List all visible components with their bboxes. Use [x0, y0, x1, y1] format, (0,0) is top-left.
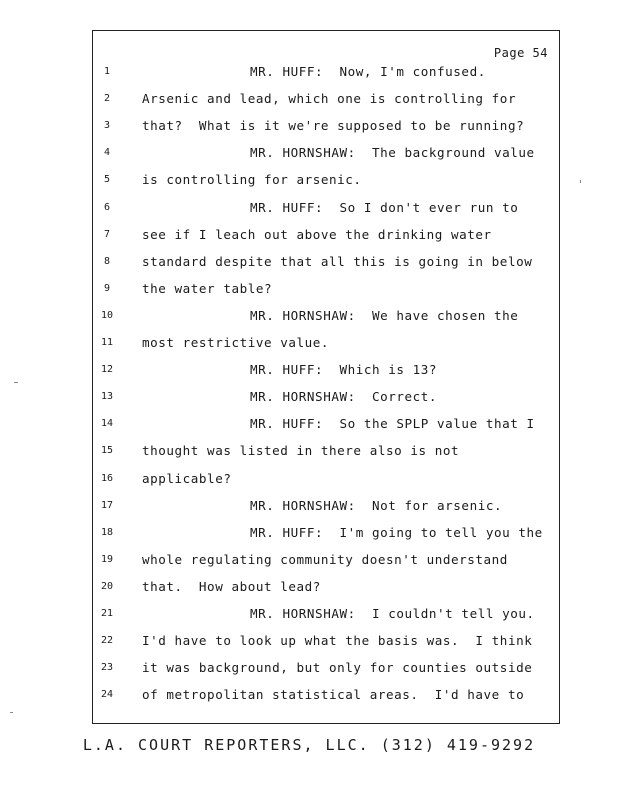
transcript-line — [0, 335, 618, 355]
transcript-line — [0, 172, 618, 192]
transcript-line — [0, 145, 618, 165]
line-text: MR. HUFF: Which is 13? — [250, 362, 438, 378]
transcript-line — [0, 64, 618, 84]
line-number: 10 — [100, 309, 114, 321]
transcript-line — [0, 443, 618, 463]
line-number: 20 — [100, 580, 114, 592]
line-text: standard despite that all this is going in below — [142, 253, 533, 269]
line-text: of metropolitan statistical areas. I'd have to — [142, 687, 525, 703]
transcript-line — [0, 416, 618, 436]
transcript-line — [0, 471, 618, 491]
transcript-line — [0, 579, 618, 599]
page-number: Page 54 — [493, 46, 548, 60]
line-text: MR. HORNSHAW: The background value — [250, 145, 535, 161]
line-text: I'd have to look up what the basis was. I think — [142, 633, 533, 649]
line-number: 24 — [100, 689, 114, 701]
line-number: 5 — [103, 174, 111, 186]
transcript-line — [0, 200, 618, 220]
transcript-line — [0, 118, 618, 138]
line-text: MR. HORNSHAW: Not for arsenic. — [250, 497, 503, 513]
line-text: MR. HUFF: So I don't ever run to — [250, 199, 519, 215]
transcript-line — [0, 498, 618, 518]
line-number: 22 — [100, 635, 114, 647]
line-number: 3 — [103, 120, 111, 132]
transcript-line — [0, 281, 618, 301]
line-number: 21 — [100, 608, 114, 619]
line-text: thought was listed in there also is not — [142, 443, 460, 459]
line-number: 11 — [100, 337, 114, 348]
line-text: applicable? — [142, 470, 232, 486]
line-number: 4 — [103, 147, 111, 159]
transcript-line — [0, 633, 618, 653]
line-text: MR. HORNSHAW: Correct. — [250, 389, 438, 405]
line-text: it was background, but only for counties outside — [142, 660, 533, 676]
transcript-line — [0, 254, 618, 274]
line-text: Arsenic and lead, which one is controlling for — [142, 91, 517, 107]
line-text: the water table? — [142, 280, 273, 296]
line-number: 12 — [100, 364, 114, 376]
line-text: MR. HUFF: So the SPLP value that I — [250, 416, 535, 432]
reporter-footer: L.A. COURT REPORTERS, LLC. (312) 419-9292 — [82, 736, 536, 754]
line-text: MR. HUFF: Now, I'm confused. — [250, 64, 486, 79]
line-number: 2 — [103, 93, 111, 105]
line-number: 1 — [103, 66, 111, 77]
transcript-line — [0, 362, 618, 382]
line-number: 17 — [100, 499, 114, 511]
transcript-line — [0, 660, 618, 680]
line-number: 19 — [100, 553, 114, 565]
scan-artifact — [14, 382, 18, 383]
line-text: that? What is it we're supposed to be running? — [142, 118, 525, 134]
transcript-line — [0, 308, 618, 328]
line-text: most restrictive value. — [142, 335, 330, 350]
transcript-line — [0, 525, 618, 545]
line-number: 13 — [100, 391, 114, 403]
line-number: 9 — [103, 282, 111, 294]
line-text: MR. HUFF: I'm going to tell you the — [250, 524, 543, 540]
transcript-line — [0, 91, 618, 111]
line-text: MR. HORNSHAW: We have chosen the — [250, 307, 519, 323]
line-number: 8 — [103, 255, 111, 267]
line-number: 14 — [100, 418, 114, 430]
line-text: whole regulating community doesn't understand — [142, 551, 508, 567]
transcript-line — [0, 552, 618, 572]
transcript-line — [0, 687, 618, 707]
line-number: 18 — [100, 526, 114, 538]
transcript-line — [0, 389, 618, 409]
scan-artifact — [10, 712, 13, 713]
line-text: that. How about lead? — [142, 578, 321, 594]
line-number: 23 — [100, 662, 114, 674]
line-number: 7 — [103, 228, 111, 240]
line-number: 15 — [100, 445, 114, 457]
line-text: is controlling for arsenic. — [142, 172, 362, 188]
line-text: MR. HORNSHAW: I couldn't tell you. — [250, 606, 535, 621]
line-text: see if I leach out above the drinking water — [142, 226, 492, 242]
transcript-line — [0, 227, 618, 247]
transcript-line — [0, 606, 618, 626]
line-number: 6 — [103, 201, 111, 213]
line-number: 16 — [100, 472, 114, 484]
